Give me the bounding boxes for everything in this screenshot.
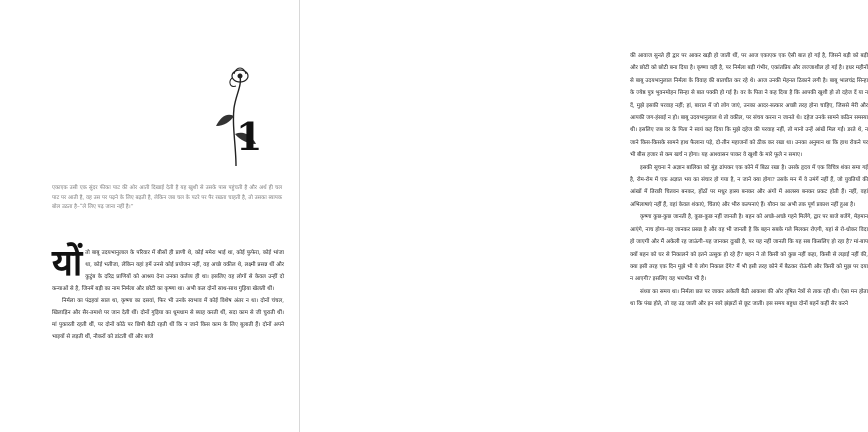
drop-cap: यों (52, 242, 83, 284)
left-paragraph-1-text: तो बाबू उदयभानुलाल के परिवार में बीसों ही प्राणी थे, कोई ममेरा भाई था, कोई फुफेरा, कोई भांजा था, कोई भतीजा, लेकिन यहां हमें उनसे कोई प्रयोजन नहीं, वह अच्छे वकील थे, लक्ष्मी प्रसन्न थीं और कुटुंब के दरिद्र प्राणियों को आश्रय देना उनका कर्तव्य ही था। इसलिए वह लोगों से केवल उन्हीं दो कन्याओं से है, जिनमें बड़ी का नाम निर्मला और छोटी का कृष्णा था। अभी कल दोनों साथ-साथ गुड़िया खेलती थीं। (52, 250, 284, 292)
left-paragraph-1 (52, 242, 284, 295)
right-paragraph-1: की आवाज सुनते ही द्वार पर आकर खड़ी हो जाती थीं, पर आज एकाएक एक ऐसी बात हो गई है, जिसने बड़ी को बड़ी और छोटी को छोटी बना दिया है। कृष्णा वही है, पर निर्मला बड़ी गंभीर, एकांतप्रिय और लज्जाशील हो गई है। इधर महीनों से बाबू उदयभानुलाल निर्मला के विवाह की बातचीत कर रहे थे। आज उनकी मेहनत ठिकाने लगी है। बाबू भालचंद्र सिन्हा के ज्येष्ठ पुत्र भुवनमोहन सिन्हा से बात पक्की हो गई है। वर के पिता ने कह दिया है कि आपकी खुशी हो तो दहेज दें या न दें, मुझे इसकी परवाह नहीं; हां, बारात में जो लोग जाएं, उनका आदर-सत्कार अच्छी तरह होना चाहिए, जिससे मेरी और आपकी जग-हंसाई न हो। बाबू उदयभानुलाल थे तो वकील, पर संचय करना न जानते थे। दहेज उनके सामने कठिन समस्या थी। इसलिए जब वर के पिता ने स्वयं कह दिया कि मुझे दहेज की परवाह नहीं, तो मानो उन्हें आंखें मिल गईं। डरते थे, न जाने किस-किसके सामने हाथ फैलाना पड़े, दो-तीन महाजनों को ठीक कर रखा था। उनका अनुमान था कि हाथ रोकने पर भी बीस हजार से कम खर्च न होगा। यह आश्वासन पाकर वे खुशी के मारे फूले न समाए। (630, 53, 868, 159)
epigraph: एकाएक उसी एक सुंदर फीका पाट की ओर आती दिखाई देती है यह खुशी से उसके पास पहुंचती है और अर्थ ही चल पाट पर आती है, वह उस पर पढ़ने के लिए बढ़ती है, लेकिन जब चल के पटरे पर पैर रखता चाहती है, तो उसका ब्यापक बोल उठता है–“ले लिए पढ़ जाना नहीं है।” (52, 185, 282, 211)
right-page (300, 0, 868, 432)
right-paragraph-4: संध्या का समय था। निर्मला छत पर जाकर अकेली बैठी आकाश की ओर तृषित नेत्रों से ताक रही थी। ऐसा मन होता था कि पंख होते, तो वह उड़ जाती और इन सारे झंझटों से छूट जाती। इस समय बहुधा दोनों बहनें कहीं सैर करने (630, 288, 868, 308)
left-page (0, 0, 300, 432)
right-body-text (630, 50, 868, 311)
left-paragraph-2: निर्मला का पंद्रहवां साल था, कृष्णा का दसवां, फिर भी उनके स्वभाव में कोई विशेष अंतर न था। दोनों चंचल, खिलाड़िन और सैर-तमाशे पर जान देती थीं। दोनों गुड़िया का धूमधाम से ब्याह करती थीं, सदा काम से जी चुराती थीं। मां पुकारती रहती थीं, पर दोनों कोठे पर छिपी बैठी रहती थीं कि न जाने किस काम के लिए बुलाती हैं। दोनों अपने भाइयों से लड़ती थीं, नौकरों को डांटती थीं और बाजे (52, 298, 284, 340)
right-paragraph-3: कृष्णा कुछ-कुछ जानती है, कुछ-कुछ नहीं जानती है। बहन को अच्छे-अच्छे गहने मिलेंगे, द्वार पर बाजे बजेंगे, मेहमान आएंगे, नाच होगा–यह जानकर प्रसन्न है और वह भी जानती है कि बहन सबके गले मिलकर रोएगी, यहां से रो-धोकर विदा हो जाएगी और मैं अकेली रह जाऊंगी–यह जानकर दुःखी है, पर यह नहीं जानती कि यह सब किसलिए हो रहा है? मां-बाप क्यों बहन को घर से निकालने को इतने उत्सुक हो रहे हैं? बहन ने तो किसी को कुछ नहीं कहा, किसी से लड़ाई नहीं की, क्या इसी तरह एक दिन मुझे भी ये लोग निकाल देंगे? मैं भी इसी तरह कोने में बैठकर रोऊंगी और किसी को मुझ पर दया न आएगी? इसलिए वह भयभीत भी है। (630, 214, 868, 283)
left-body-text (52, 242, 284, 343)
chapter-number: 1 (236, 114, 263, 159)
right-paragraph-2: इसकी सूचना ने अज्ञान बालिका को मुंह ढांपकर एक कोने में बिठा रखा है। उसके हृदय में एक विचित्र शंका समा गई है, रोम-रोम में एक अज्ञात भय का संचार हो गया है, न जाने क्या होगा? उसके मन में वे उमंगें नहीं हैं, जो युवतियों की आंखों में तिरछी चितवन बनकर, होंठों पर मधुर हास्य बनकर और अंगों में आलस्य बनकर प्रकट होती हैं। नहीं, वहां अभिलाषाएं नहीं हैं, वहां केवल शंकाएं, चिंताएं और भीरु कल्पनाएं हैं। यौवन का अभी तक पूर्ण प्रकाश नहीं हुआ है। (630, 164, 868, 208)
